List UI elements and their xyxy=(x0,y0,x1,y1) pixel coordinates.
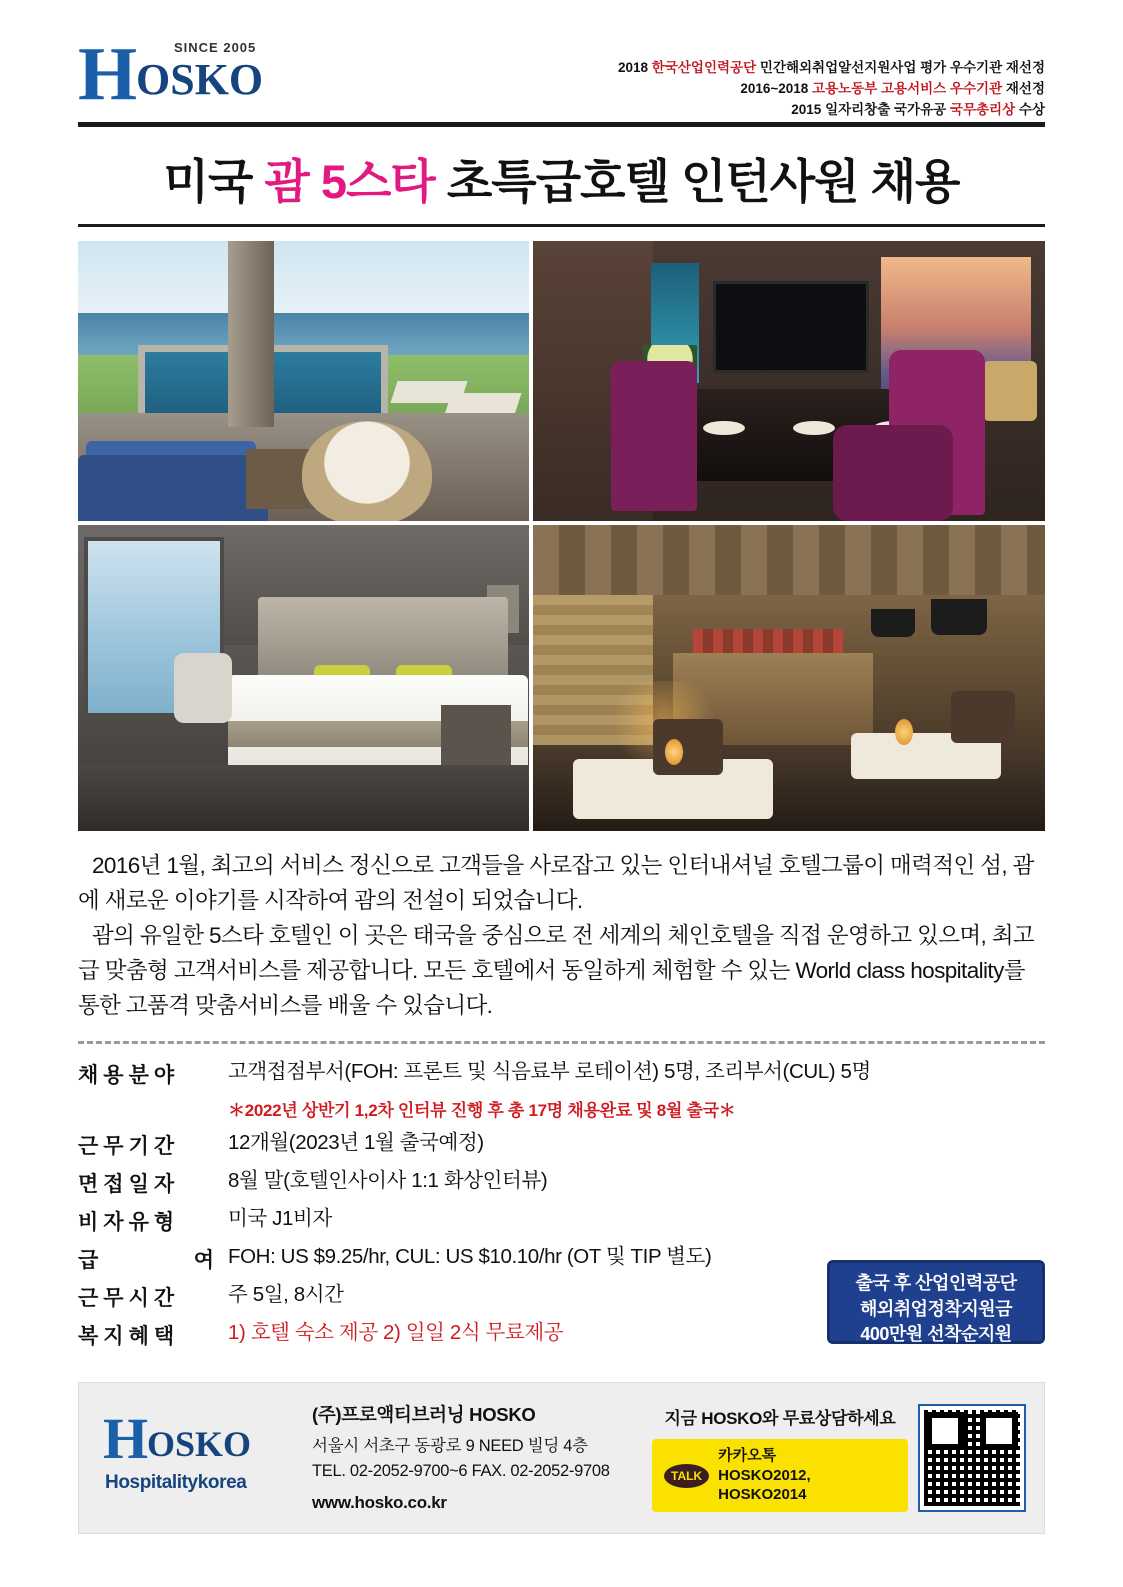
award-3-post: 수상 xyxy=(1015,101,1045,117)
company-name: (주)프로액티브러닝 HOSKO xyxy=(312,1403,536,1425)
infinity-pool-terrace-photo xyxy=(78,241,529,521)
detail-row-period xyxy=(78,1129,1045,1160)
ocean-view-bedroom-photo xyxy=(78,525,529,831)
title-divider xyxy=(78,224,1045,227)
kakao-channel-ids: HOSKO2012, HOSKO2014 xyxy=(718,1466,811,1504)
salary-label-char-1: 급 xyxy=(78,1249,99,1273)
detail-row-field xyxy=(78,1058,1045,1089)
award-2-highlight: 고용노동부 고용서비스 우수기관 xyxy=(812,80,1003,96)
logo-since-text: SINCE 2005 xyxy=(174,40,257,55)
kakao-talk-icon: TALK xyxy=(664,1464,709,1488)
detail-value-period: 12개월(2023년 1월 출국예정) xyxy=(228,1131,484,1155)
footer-hosko-logo xyxy=(97,1404,312,1512)
footer-logo-subtitle: Hospitalitykorea xyxy=(105,1472,247,1493)
intro-paragraph-1: 2016년 1월, 최고의 서비스 정신으로 고객들을 사로잡고 있는 인터내셔널 호텔그룹이 매력적인 섬, 괌에 새로운 이야기를 시작하여 괌의 전설이 되었습니다. xyxy=(78,853,1034,913)
badge-line-2: 해외취업정착지원금 xyxy=(860,1298,1012,1319)
award-2-post: 재선정 xyxy=(1002,80,1045,96)
detail-value-visa: 미국 J1비자 xyxy=(228,1207,332,1231)
intro-paragraph-2: 괌의 유일한 5스타 호텔인 이 곳은 태국을 중심으로 전 세계의 체인호텔을 직접 운영하고 있으며, 최고급 맞춤형 고객서비스를 제공합니다. 모든 호텔에서 동일하게 체험할 수 있는 World class hospitality를 통한 고품격 맞춤서비스를 배울 수 있습니다. xyxy=(78,922,1035,1018)
detail-row-interview xyxy=(78,1167,1045,1198)
kakao-talk-button[interactable] xyxy=(652,1439,908,1512)
award-1-post: 민간해외취업알선지원사업 평가 우수기관 재선정 xyxy=(756,60,1045,75)
award-line-1 xyxy=(618,58,1045,79)
detail-label-field: 채용분야 xyxy=(78,1064,180,1088)
award-1-highlight: 한국산업인력공단 xyxy=(651,60,757,75)
badge-line-3: 400만원 선착순지원 xyxy=(860,1324,1012,1345)
award-3-pre: 2015 일자리창출 국가유공 xyxy=(791,101,950,117)
detail-label-salary xyxy=(78,1243,228,1274)
detail-label-period: 근무기간 xyxy=(78,1135,180,1159)
detail-label-hours: 근무시간 xyxy=(78,1287,180,1311)
qr-code-pattern xyxy=(924,1410,1020,1506)
detail-row-visa xyxy=(78,1205,1045,1236)
section-divider xyxy=(78,1041,1045,1044)
award-2-pre: 2016~2018 xyxy=(740,80,813,96)
company-website-link[interactable]: www.hosko.co.kr xyxy=(312,1492,447,1512)
detail-value-hours: 주 5일, 8시간 xyxy=(228,1283,344,1307)
kakao-channel-label: 카카오톡 xyxy=(718,1447,777,1465)
salary-label-char-2: 여 xyxy=(193,1249,214,1273)
award-line-3 xyxy=(618,100,1045,121)
kakao-text xyxy=(718,1446,896,1505)
support-fund-badge xyxy=(827,1260,1045,1344)
awards-list xyxy=(618,34,1045,121)
poster-header xyxy=(78,0,1045,116)
title-part-2: 초특급호텔 인턴사원 채용 xyxy=(434,155,960,208)
award-3-highlight: 국무총리상 xyxy=(949,101,1016,117)
consult-section xyxy=(642,1404,908,1512)
logo-wordmark: OSKO xyxy=(136,55,264,104)
title-part-1: 미국 xyxy=(163,155,265,208)
detail-value-field: 고객접점부서(FOH: 프론트 및 식음료부 로테이션) 5명, 조리부서(CUL) 5명 xyxy=(228,1060,871,1084)
qr-code[interactable] xyxy=(918,1404,1026,1512)
hotel-restaurant-photo xyxy=(533,525,1045,831)
suite-dining-room-photo xyxy=(533,241,1045,521)
consult-headline: 지금 HOSKO와 무료상담하세요 xyxy=(664,1409,896,1429)
footer-logo-letter-h: H xyxy=(103,1406,149,1471)
detail-label-visa: 비자유형 xyxy=(78,1211,180,1235)
detail-label-interview: 면접일자 xyxy=(78,1173,180,1197)
company-info xyxy=(312,1401,642,1516)
detail-value-salary: FOH: US $9.25/hr, CUL: US $10.10/hr (OT 및 TIP 별도) xyxy=(228,1245,712,1269)
award-line-2 xyxy=(618,79,1045,100)
detail-label-benefits: 복지혜택 xyxy=(78,1325,180,1349)
detail-value-interview: 8월 말(호텔인사이사 1:1 화상인터뷰) xyxy=(228,1169,548,1193)
hosko-logo xyxy=(78,32,308,116)
footer-logo-wordmark: OSKO xyxy=(147,1424,252,1464)
page-title xyxy=(78,127,1045,224)
detail-value-benefits: 1) 호텔 숙소 제공 2) 일일 2식 무료제공 xyxy=(228,1321,564,1345)
company-address: 서울시 서초구 동광로 9 NEED 빌딩 4층 xyxy=(312,1437,588,1456)
detail-note: ＊2022년 상반기 1,2차 인터뷰 진행 후 총 17명 채용완료 및 8월 출국＊ xyxy=(228,1101,736,1121)
intro-text xyxy=(78,849,1045,1023)
logo-letter-h: H xyxy=(78,32,136,116)
title-highlight: 괌 5스타 xyxy=(264,155,435,208)
company-phone: TEL. 02-2052-9700~6 FAX. 02-2052-9708 xyxy=(312,1462,610,1481)
badge-line-1: 출국 후 산업인력공단 xyxy=(855,1273,1017,1293)
poster-footer xyxy=(78,1382,1045,1534)
award-1-pre: 2018 xyxy=(618,60,652,75)
photo-gallery xyxy=(78,241,1045,831)
